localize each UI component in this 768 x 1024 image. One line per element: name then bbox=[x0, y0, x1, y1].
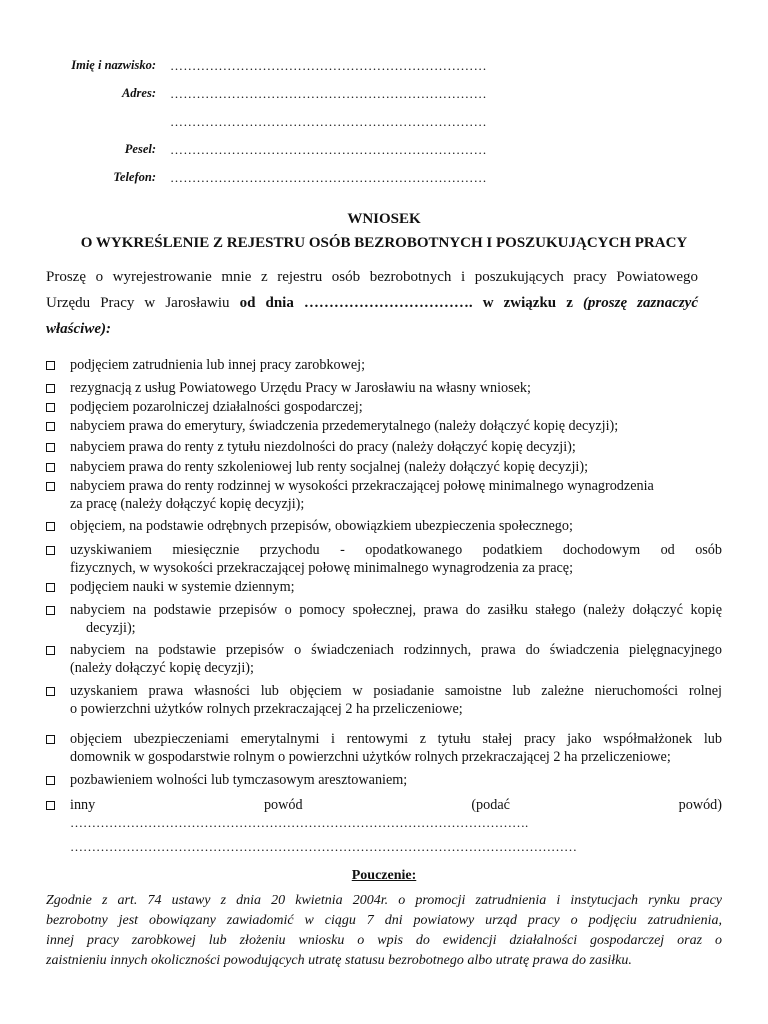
option-label-cont: decyzji); bbox=[86, 620, 136, 636]
checkbox[interactable] bbox=[46, 482, 55, 491]
field-row-pesel bbox=[0, 142, 768, 160]
other-reason-field-2[interactable]: ……………………………………………………………………………………………………… bbox=[70, 839, 577, 854]
intro-paragraph bbox=[46, 264, 698, 342]
field-input-name[interactable]: ……………………………………………………………… bbox=[170, 58, 487, 73]
option-label: nabyciem na podstawie przepisów o pomocy społecznej, prawa do zasiłku stałego (należy dołączyć kopię bbox=[70, 602, 722, 618]
field-row-name bbox=[0, 58, 768, 76]
checkbox[interactable] bbox=[46, 606, 55, 615]
option-label-cont: o powierzchni użytków rolnych przekraczającej 2 ha przeliczeniowe; bbox=[70, 701, 463, 717]
checkbox[interactable] bbox=[46, 801, 55, 810]
notice-line: bezrobotny jest obowiązany zawiadomić w ciągu 7 dni powiatowy urząd pracy o podjęciu zatrudnienia, bbox=[46, 913, 722, 928]
intro-line-3 bbox=[46, 316, 698, 342]
notice-line: Zgodnie z art. 74 ustawy z dnia 20 kwietnia 2004r. o promocji zatrudnienia i instytucjach rynku pracy bbox=[46, 893, 722, 908]
checkbox[interactable] bbox=[46, 546, 55, 555]
document-subtitle: O WYKREŚLENIE Z REJESTRU OSÓB BEZROBOTNYCH I POSZUKUJĄCYCH PRACY bbox=[80, 235, 688, 251]
checkbox[interactable] bbox=[46, 361, 55, 370]
field-row-phone bbox=[0, 170, 768, 188]
field-input-phone[interactable]: ……………………………………………………………… bbox=[170, 170, 487, 185]
field-label-pesel: Pesel: bbox=[124, 142, 156, 156]
notice-heading: Pouczenie: bbox=[351, 868, 417, 883]
option-label: inny powód (podać powód) bbox=[70, 797, 722, 813]
intro-line-2 bbox=[46, 290, 698, 316]
option-label: nabyciem prawa do renty z tytułu niezdolności do pracy (należy dołączyć kopię decyzji); bbox=[70, 439, 576, 455]
option-label: uzyskaniem prawa własności lub objęciem w posiadanie samoistne lub zależne nieruchomości rolnej bbox=[70, 683, 722, 699]
option-label: podjęciem zatrudnienia lub innej pracy zarobkowej; bbox=[70, 357, 366, 373]
document-title: WNIOSEK bbox=[347, 211, 421, 227]
checkbox[interactable] bbox=[46, 403, 55, 412]
intro-line-1: Proszę o wyrejestrowanie mnie z rejestru osób bezrobotnych i poszukujących pracy Powiatowego bbox=[46, 269, 698, 285]
intro-text: Urzędu Pracy w Jarosławiu bbox=[46, 295, 240, 311]
field-input-pesel[interactable]: ……………………………………………………………… bbox=[170, 142, 487, 157]
other-reason-field-1[interactable]: ……………………………………………………………………………………………. bbox=[70, 815, 529, 830]
option-label-cont: domownik w gospodarstwie rolnym o powierzchni użytków rolnych przekraczającej 2 ha przeliczeniowe; bbox=[70, 749, 671, 765]
field-row-address bbox=[0, 86, 768, 104]
option-label: podjęciem nauki w systemie dziennym; bbox=[70, 579, 295, 595]
option-label-cont: za pracę (należy dołączyć kopię decyzji); bbox=[70, 496, 305, 512]
intro-instruction: (proszę zaznaczyć bbox=[582, 295, 698, 311]
field-row-address-2 bbox=[0, 114, 768, 132]
intro-instruction-end: właściwe): bbox=[46, 321, 111, 337]
notice-paragraph bbox=[46, 891, 722, 971]
option-label: objęciem, na podstawie odrębnych przepisów, obowiązkiem ubezpieczenia społecznego; bbox=[70, 518, 573, 534]
field-label-name: Imię i nazwisko: bbox=[71, 58, 156, 72]
option-label-cont: (należy dołączyć kopię decyzji); bbox=[70, 660, 254, 676]
checkbox[interactable] bbox=[46, 422, 55, 431]
option-label: nabyciem prawa do renty szkoleniowej lub renty socjalnej (należy dołączyć kopię decyzji); bbox=[70, 459, 589, 475]
option-label: uzyskiwaniem miesięcznie przychodu - opodatkowanego podatkiem dochodowym od osób bbox=[70, 542, 722, 558]
field-input-address-2[interactable]: ……………………………………………………………… bbox=[170, 114, 487, 129]
checkbox[interactable] bbox=[46, 463, 55, 472]
option-label: rezygnacją z usług Powiatowego Urzędu Pracy w Jarosławiu na własny wniosek; bbox=[70, 380, 531, 396]
checkbox[interactable] bbox=[46, 522, 55, 531]
notice-line: zaistnieniu innych okoliczności powodujących utratę statusu bezrobotnego albo utratę prawa do zasiłku. bbox=[46, 953, 632, 968]
intro-in-connection: w związku z bbox=[472, 295, 583, 311]
intro-date-field[interactable]: od dnia ……………………………. bbox=[239, 295, 473, 311]
checkbox[interactable] bbox=[46, 687, 55, 696]
field-label-phone: Telefon: bbox=[113, 170, 156, 184]
option-label: objęciem ubezpieczeniami emerytalnymi i rentowymi z tytułu stałej pracy jako współmałżonek lub bbox=[70, 731, 722, 747]
option-label: nabyciem na podstawie przepisów o świadczeniach rodzinnych, prawa do świadczenia pielęgnacyjnego bbox=[70, 642, 722, 658]
checkbox[interactable] bbox=[46, 384, 55, 393]
checkbox[interactable] bbox=[46, 646, 55, 655]
notice-line: innej pracy zarobkowej lub złożeniu wniosku o wpis do ewidencji działalności gospodarczej oraz o bbox=[46, 933, 722, 948]
option-label: podjęciem pozarolniczej działalności gospodarczej; bbox=[70, 399, 363, 415]
option-label: nabyciem prawa do emerytury, świadczenia przedemerytalnego (należy dołączyć kopię decyzji); bbox=[70, 418, 619, 434]
checkbox[interactable] bbox=[46, 735, 55, 744]
checkbox[interactable] bbox=[46, 443, 55, 452]
checkbox[interactable] bbox=[46, 776, 55, 785]
option-label: pozbawieniem wolności lub tymczasowym aresztowaniem; bbox=[70, 772, 408, 788]
field-input-address[interactable]: ……………………………………………………………… bbox=[170, 86, 487, 101]
checkbox[interactable] bbox=[46, 583, 55, 592]
field-label-address: Adres: bbox=[121, 86, 156, 100]
option-label-cont: fizycznych, w wysokości przekraczającej połowę minimalnego wynagrodzenia za pracę; bbox=[70, 560, 574, 576]
option-label: nabyciem prawa do renty rodzinnej w wysokości przekraczającej połowę minimalnego wynagrodzenia bbox=[70, 478, 654, 494]
